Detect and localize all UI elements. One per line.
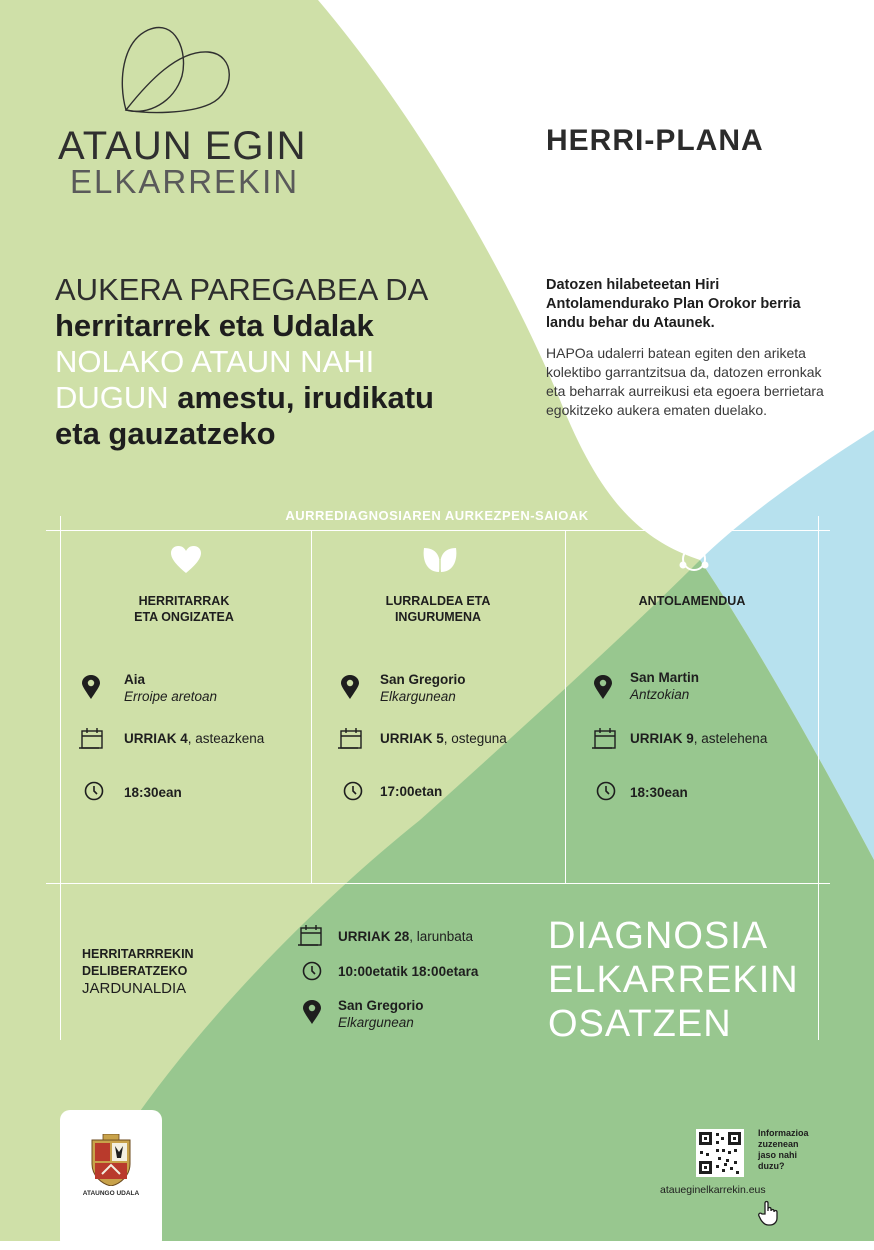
info-line-2: zuzenean [758, 1139, 799, 1149]
network-icon [678, 543, 710, 575]
session-3-weekday: , astelehena [693, 731, 768, 746]
deliberation-label-line-2: DELIBERATZEKO [82, 964, 188, 978]
deliberation-place [338, 997, 424, 1031]
session-2-title-line-2: INGURUMENA [394, 610, 482, 624]
deliberation-venue: Elkargunean [338, 1015, 414, 1030]
headline-line-2: herritarrek eta Udalak [55, 308, 374, 343]
grid-left-line [60, 516, 61, 1040]
slogan [548, 914, 799, 1046]
session-2-date-value: URRIAK 5 [380, 731, 444, 746]
session-3-place [630, 669, 699, 703]
headline-line-3: NOLAKO ATAUN NAHI [55, 344, 375, 379]
qr-code-icon[interactable] [696, 1129, 744, 1177]
deliberation-date [338, 928, 473, 945]
session-1-date-value: URRIAK 4 [124, 731, 188, 746]
deliberation-weekday: , larunbata [409, 929, 474, 944]
session-1-weekday: , asteazkena [187, 731, 265, 746]
deliberation-label [82, 946, 194, 998]
info-question [758, 1128, 828, 1172]
session-3-venue: Antzokian [630, 687, 690, 702]
info-line-3: jaso nahi [758, 1150, 798, 1160]
grid-top-line [46, 530, 830, 531]
clock-icon [302, 961, 322, 981]
pointer-hand-icon [758, 1200, 780, 1226]
deliberation-place-name: San Gregorio [338, 998, 424, 1013]
grid-right-line [818, 516, 819, 1040]
location-pin-icon [341, 675, 359, 699]
info-line-1: Informazioa [758, 1128, 809, 1138]
headline-line-4a: DUGUN [55, 380, 169, 415]
grid-divider-1 [311, 530, 312, 883]
session-2-title-line-1: LURRALDEA ETA [385, 594, 491, 608]
brand-subtitle: ELKARREKIN [70, 163, 300, 200]
heart-icon [171, 546, 201, 574]
info-line-4: duzu? [758, 1161, 785, 1171]
deliberation-label-line-1: HERRITARRREKIN [82, 947, 194, 961]
sessions-title: AURREDIAGNOSIAREN AURKEZPEN-SAIOAK [285, 508, 589, 523]
session-3-title [592, 593, 792, 609]
headline-line-1: AUKERA PAREGABEA DA [55, 272, 429, 307]
coat-of-arms-icon [88, 1134, 134, 1186]
headline [55, 272, 475, 452]
calendar-icon [592, 728, 618, 750]
session-2-venue: Elkargunean [380, 689, 456, 704]
slogan-line-1: DIAGNOSIA [548, 915, 769, 957]
session-1-place-name: Aia [124, 672, 146, 687]
session-3-place-name: San Martin [630, 670, 700, 685]
calendar-icon [298, 925, 324, 947]
session-2-place [380, 671, 466, 705]
leaf-icon [422, 542, 458, 574]
session-1-time: 18:30ean [124, 785, 182, 800]
session-2-weekday: , osteguna [443, 731, 507, 746]
headline-line-5: eta gauzatzeko [55, 416, 276, 451]
deliberation-time: 10:00etatik 18:00etara [338, 964, 479, 979]
brand-title: ATAUN EGIN [58, 124, 307, 168]
session-1-date [124, 730, 264, 747]
session-3-title-line-1: ANTOLAMENDUA [638, 594, 746, 608]
location-pin-icon [82, 675, 100, 699]
session-3-time: 18:30ean [630, 785, 688, 800]
headline-line-4b: amestu, irudikatu [177, 380, 434, 415]
session-2-title [338, 593, 538, 625]
session-1-title-line-2: ETA ONGIZATEA [134, 610, 234, 624]
plan-title: HERRI-PLANA [546, 124, 764, 157]
calendar-icon [79, 728, 105, 750]
session-2-place-name: San Gregorio [380, 672, 466, 687]
intro-bold: Datozen hilabeteetan Hiri Antolamendurako Plan Orokor berria landu behar du Ataunek. [546, 277, 801, 331]
session-3-date [630, 730, 767, 747]
session-1-place [124, 671, 217, 705]
location-pin-icon [303, 1000, 321, 1024]
clock-icon [84, 781, 104, 801]
session-3-date-value: URRIAK 9 [630, 731, 694, 746]
slogan-line-2: ELKARREKIN [548, 959, 799, 1001]
grid-middle-line [46, 883, 830, 884]
location-pin-icon [594, 675, 612, 699]
session-2-date [380, 730, 507, 747]
deliberation-date-value: URRIAK 28 [338, 929, 410, 944]
session-1-venue: Erroipe aretoan [124, 689, 218, 704]
clock-icon [596, 781, 616, 801]
intro-body: HAPOa udalerri batean egiten den ariketa kolektibo garrantzitsua da, datozen erronkak eta beharrak aurreikusi eta egoera berrietara egokitzeko aukera ematen duelako. [546, 345, 824, 418]
calendar-icon [338, 728, 364, 750]
slogan-line-3: OSATZEN [548, 1003, 732, 1045]
session-2-time: 17:00etan [380, 784, 443, 799]
grid-divider-2 [565, 530, 566, 883]
clock-icon [343, 781, 363, 801]
session-1-title [84, 593, 284, 625]
ataun-logo-mark [118, 22, 238, 118]
udala-label: ATAUNGO UDALA [82, 1190, 140, 1197]
deliberation-label-line-3: JARDUNALDIA [82, 980, 187, 997]
website-link[interactable]: ataueginelkarrekin.eus [660, 1184, 766, 1196]
session-1-title-line-1: HERRITARRAK [138, 594, 230, 608]
